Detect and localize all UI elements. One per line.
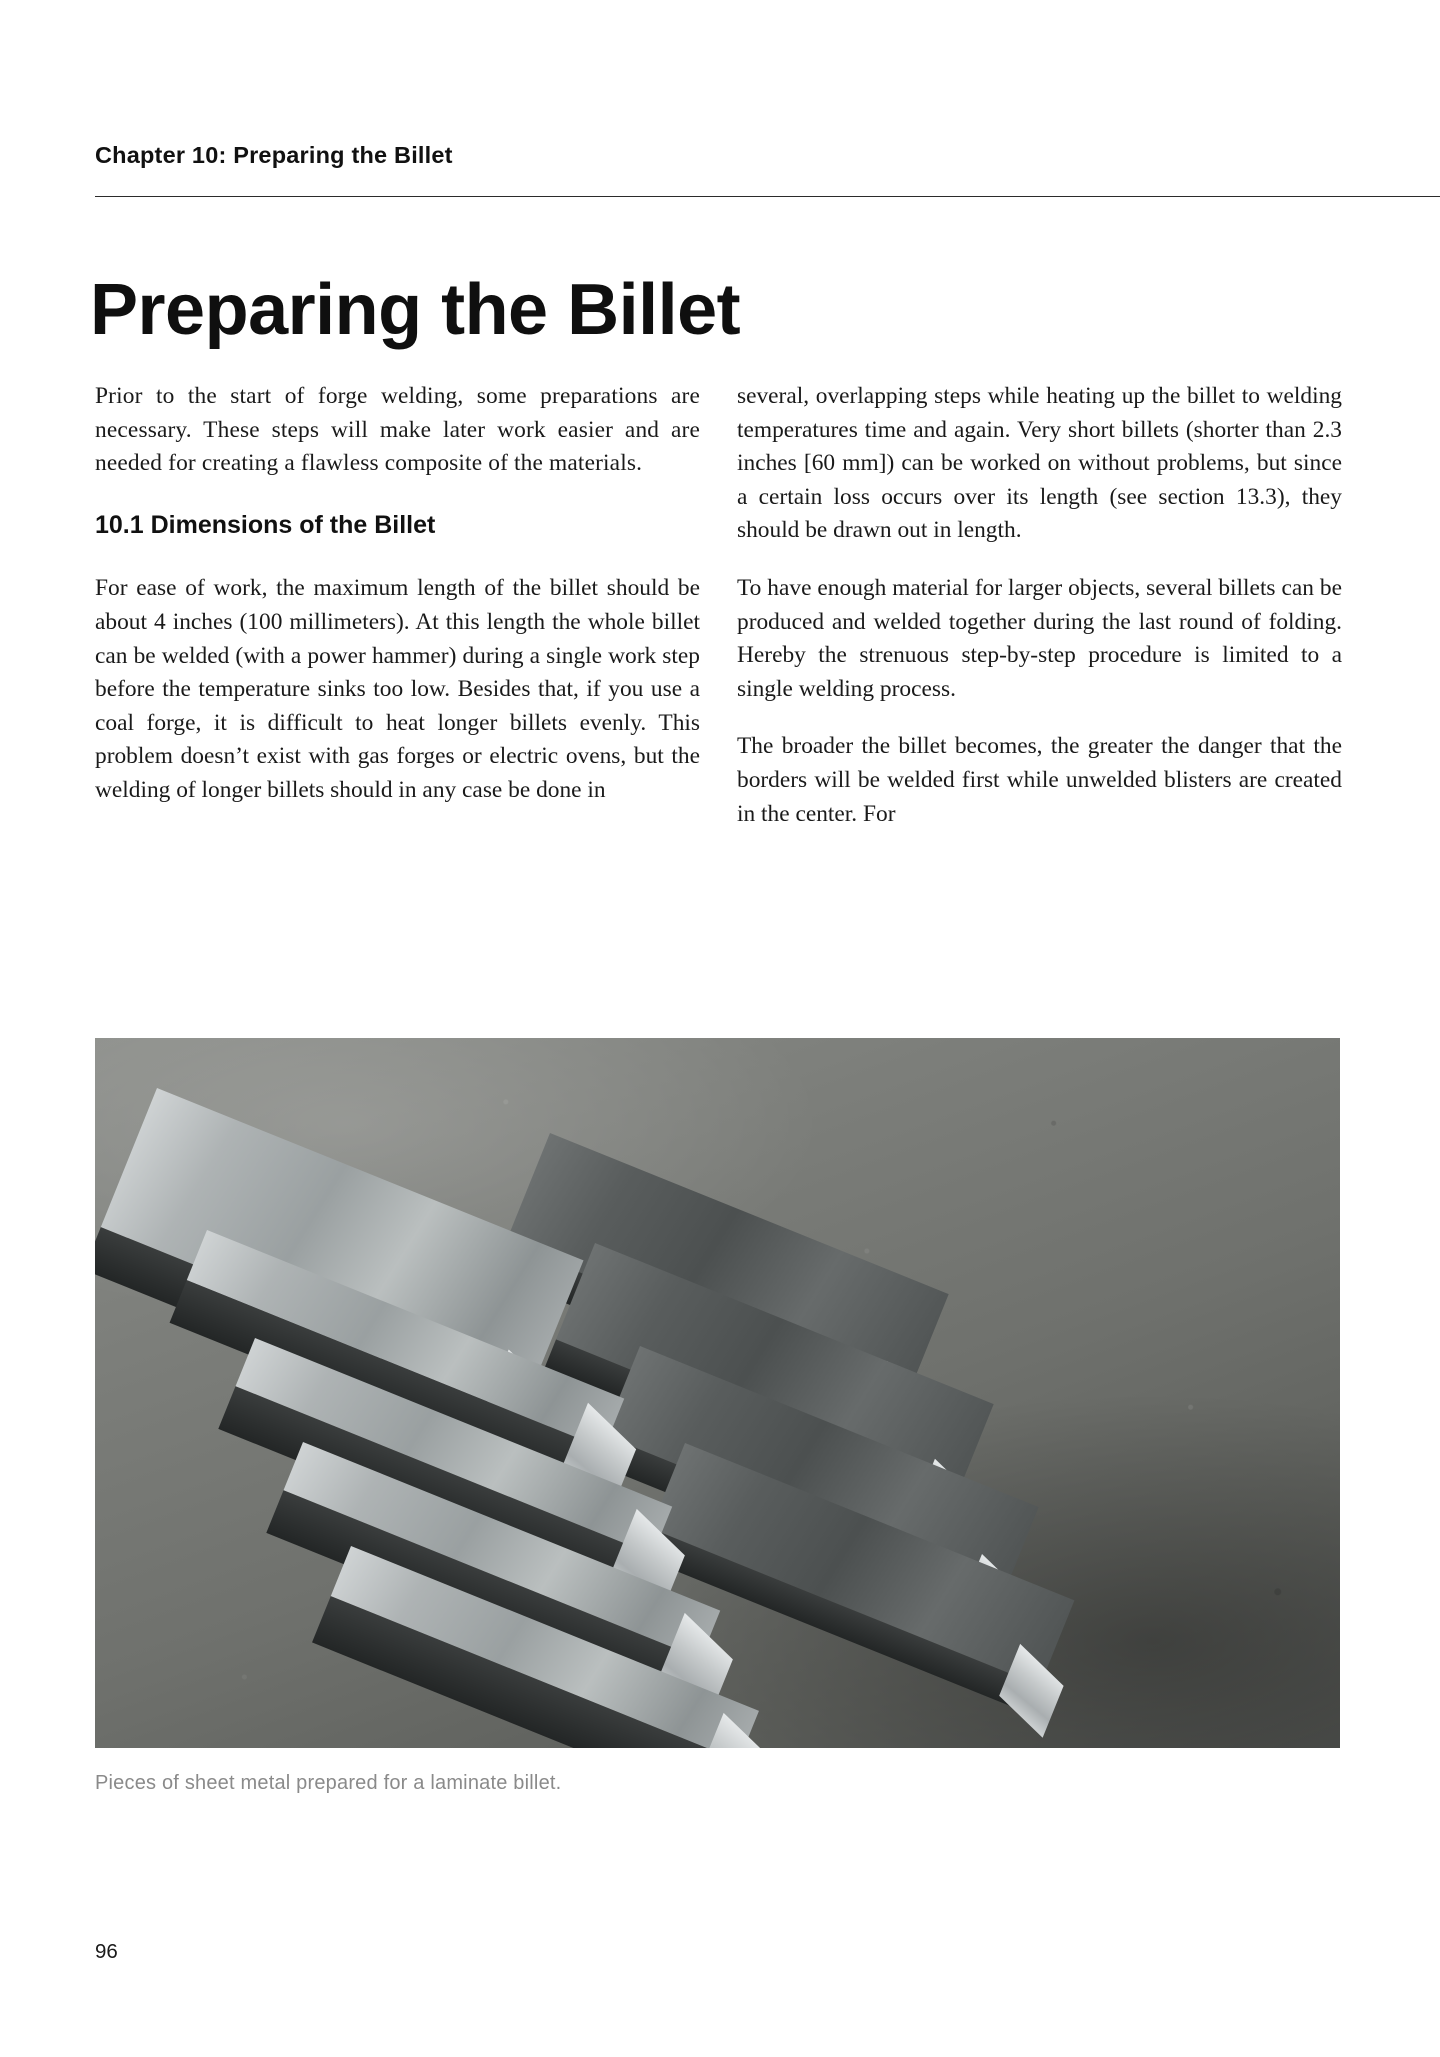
page-number: 96: [95, 1940, 118, 1963]
body-column-left: [95, 380, 700, 832]
paragraph-right-3: The broader the billet becomes, the greater the danger that the borders will be welded first while unwelded blisters are created in the center. For: [737, 733, 1342, 827]
paragraph-right-2: To have enough material for larger objects, several billets can be produced and welded together during the last round of folding. Hereby the strenuous step-by-step procedure is limited to a single welding process.: [737, 574, 1342, 702]
running-head: Chapter 10: Preparing the Billet: [95, 142, 453, 168]
page-title: Preparing the Billet: [90, 270, 741, 351]
figure-image: [95, 1038, 1340, 1748]
header-rule: [95, 196, 1440, 197]
paragraph-right-1: several, overlapping steps while heating up the billet to welding temperatures time and again. Very short billets (shorter than 2.3 inches [60 mm]) can be worked on without problems, but since a certain loss occurs over its length (see section 13.3), they should be drawn out in length.: [737, 383, 1342, 544]
paragraph-left-2: For ease of work, the maximum length of the billet should be about 4 inches (100 millimeters). At this length the whole billet can be welded (with a power hammer) during a single work step before the temperature sinks too low. Besides that, if you use a coal forge, it is difficult to heat longer billets evenly. This problem doesn’t exist with gas forges or electric ovens, but the welding of longer billets should in any case be done in: [95, 575, 700, 803]
figure-caption: Pieces of sheet metal prepared for a laminate billet.: [95, 1772, 562, 1794]
body-column-right: [737, 380, 1342, 831]
paragraph-left-1: Prior to the start of forge welding, some preparations are necessary. These steps will make later work easier and are needed for creating a flawless composite of the materials.: [95, 383, 700, 477]
section-heading-10-1: 10.1 Dimensions of the Billet: [95, 510, 436, 539]
